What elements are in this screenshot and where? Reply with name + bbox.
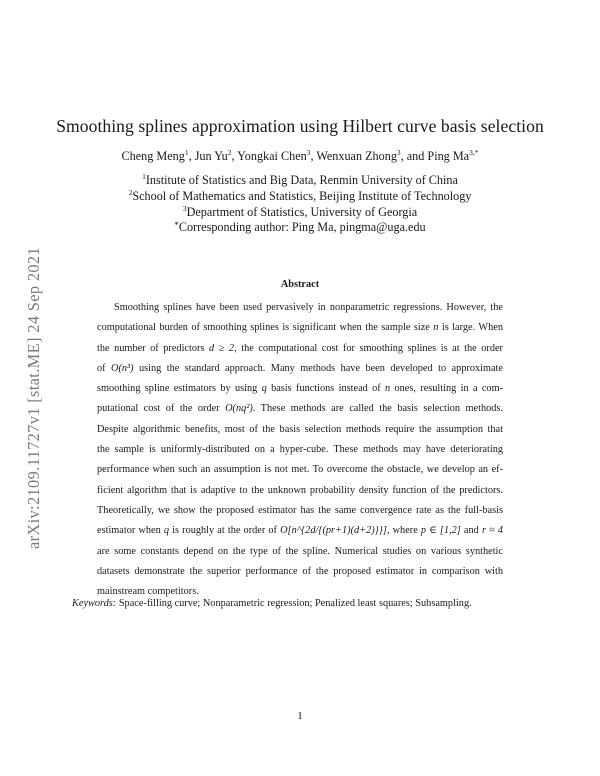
page-number: 1 (297, 710, 303, 722)
arxiv-side-stamp (18, 207, 50, 589)
keywords (72, 598, 532, 609)
affiliation-3: $^3$Department of Statistics, University of Georgia (182, 204, 418, 219)
author-name: Jun Yu (194, 149, 228, 163)
math-q: q (261, 383, 267, 395)
keywords-label: Keywords: (72, 598, 117, 609)
abstract-line: smoothing spline estimators by using q basis functions instead of n ones, resulting in a com- (97, 383, 504, 395)
author-list: Cheng Meng$^1$, Jun Yu$^2$, Yongkai Chen$^3$, Wenxuan Zhong$^3$, and Ping $Ma^{3,*}$ (121, 148, 479, 163)
abstract-line: of O(n³) using the standard approach. Many methods have been developed to approximate (97, 362, 503, 374)
keywords-text: Space-filling curve; Nonparametric regression; Penalized least squares; Subsampling. (118, 598, 472, 609)
arxiv-identifier: arXiv:2109.11727v1 [stat.ME] 24 Sep 2021 (24, 246, 43, 550)
math-n: n (385, 383, 391, 395)
math-rate: O[n^{2d/{(pr+1)(d+2)}}] (280, 525, 387, 537)
math-d-ge-2: d ≥ 2 (209, 342, 235, 354)
abstract-body (97, 298, 503, 602)
abstract-line: computational burden of smoothing splines is significant when the sample size n is large. When (97, 322, 503, 334)
abstract-line: putational cost of the order O(nq²). These methods are called the basis selection methods. (97, 403, 503, 415)
author-name: Yongkai Chen (237, 149, 307, 163)
abstract-line: are some constants depend on the type of the spline. Numerical studies on various synthetic (97, 545, 503, 557)
abstract-line: Despite algorithmic benefits, most of the basis selection methods require the assumption that (97, 423, 503, 435)
abstract-line: the sample is uniformly-distributed on a hyper-cube. These methods may have deteriorating (97, 444, 503, 456)
author-affil-marker: 1 (184, 148, 189, 157)
abstract-line: ficient algorithm that is adaptive to the unknown probability density function of the predictors. (97, 484, 503, 496)
corresponding-author: *Corresponding author: Ping Ma, pingma@uga.edu (174, 220, 426, 234)
author-affil-marker: 3 (396, 148, 401, 157)
abstract-heading: Abstract (280, 279, 320, 290)
author-affil-marker: 2 (227, 148, 232, 157)
author-affil-marker: 3 (306, 148, 311, 157)
affiliation-2: $^2$School of Mathematics and Statistics, Beijing Institute of Technology (128, 188, 472, 203)
math-O-nq2: O(nq²) (225, 403, 253, 415)
math-n: n (433, 322, 439, 334)
paper-title: Smoothing splines approximation using Hilbert curve basis selection (56, 116, 544, 136)
math-O-n3: O(n³) (111, 362, 134, 374)
abstract-line: datasets demonstrate the superior performance of the proposed estimator in comparison with (97, 565, 503, 577)
math-p-range: p ∈ [1,2] (420, 525, 461, 537)
author-affil-marker: 3,* (469, 148, 479, 157)
abstract-line: Smoothing splines have been used pervasively in nonparametric regressions. However, the (114, 302, 503, 313)
author-name: Ping Ma (427, 149, 470, 163)
abstract-line: Theoretically, we show the proposed estimator has the same convergence rate as the full-basis (97, 504, 503, 516)
author-name: Cheng Meng (121, 149, 185, 163)
affiliation-1: $^1$Institute of Statistics and Big Data, Renmin University of China (142, 172, 458, 187)
abstract-line: estimator when q is roughly at the order of O[n^{2d/{(pr+1)(d+2)}}], where p ∈ [1,2] and r ≈ 4 (97, 525, 503, 537)
abstract-line: mainstream competitors. (97, 586, 199, 598)
author-name: Wenxuan Zhong (316, 149, 397, 163)
math-q: q (163, 525, 170, 537)
abstract-line: performance when such an assumption is not met. To overcome the obstacle, we develop an ef- (97, 464, 503, 476)
abstract-line: the number of predictors d ≥ 2, the computational cost for smoothing splines is at the order (97, 342, 503, 354)
math-r-approx: r ≈ 4 (481, 525, 503, 537)
